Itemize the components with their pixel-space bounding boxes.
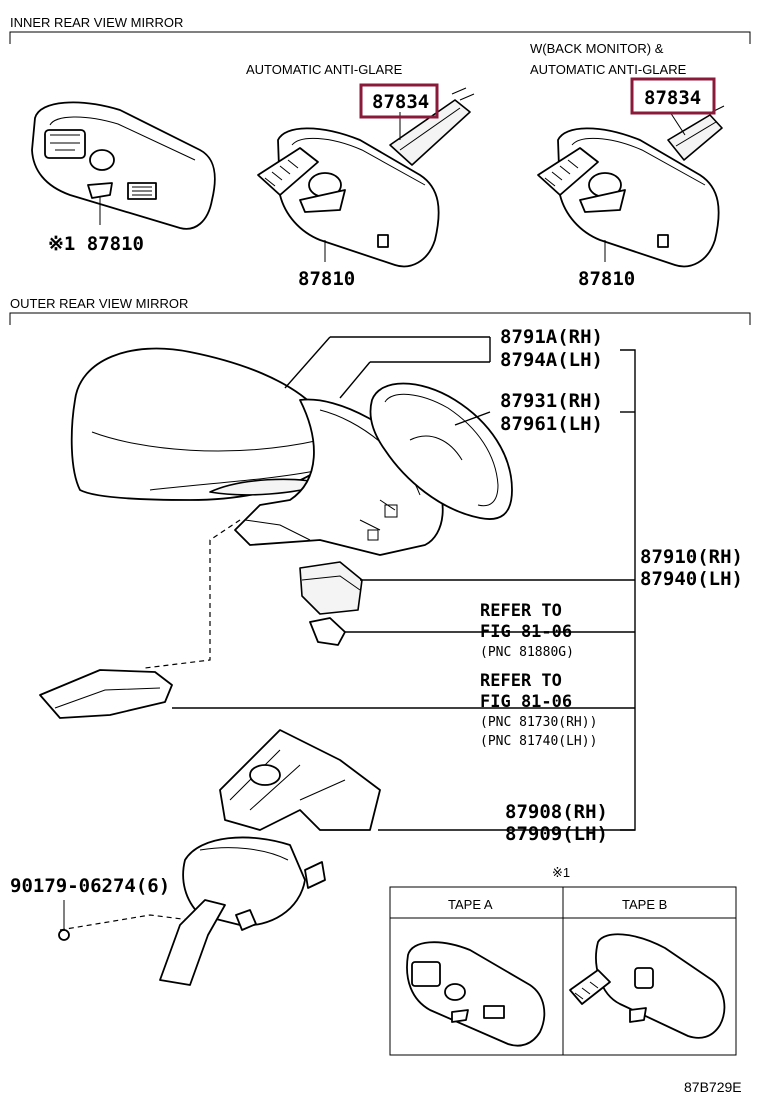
variant-label-back-monitor-2: AUTOMATIC ANTI-GLARE [530,62,687,77]
variant-label-back-monitor-1: W(BACK MONITOR) & [530,41,664,56]
pnc-label-1: (PNC 81880G) [480,645,574,660]
part-number-87834-b: 87834 [644,87,702,109]
part-number-8794a: 8794A(LH) [500,349,603,371]
outer-mirror-bulb [310,618,345,645]
screw-90179 [59,900,69,940]
pnc-label-2-lh: (PNC 81740(LH)) [480,734,598,749]
part-number-87931: 87931(RH) [500,390,603,412]
pnc-label-2-rh: (PNC 81730(RH)) [480,715,598,730]
bracket-assy [620,350,635,830]
part-number-90179-06274: 90179-06274(6) [10,875,171,897]
part-number-87940: 87940(LH) [640,568,743,590]
inner-section-header [10,15,750,44]
inner-mirror-back-monitor [530,41,724,266]
outer-mirror-turn-signal [40,670,172,718]
part-number-87910: 87910(RH) [640,546,743,568]
guide-dashed-line [145,520,240,668]
refer-fig-label-2: FIG 81-06 [480,692,573,712]
refer-fig-label-1: FIG 81-06 [480,622,573,642]
part-number-87961: 87961(LH) [500,413,603,435]
part-number-87810-back-monitor: 87810 [578,268,636,290]
part-number-87908: 87908(RH) [505,801,608,823]
outer-section-title: OUTER REAR VIEW MIRROR [10,296,189,311]
variant-label-anti-glare: AUTOMATIC ANTI-GLARE [246,62,403,77]
inner-mirror-standard [32,102,215,228]
guide-dashed-line-screw [60,915,190,930]
tape-b-label: TAPE B [622,897,668,912]
refer-to-label-1: REFER TO [480,601,562,621]
refer-to-label-2: REFER TO [480,671,562,691]
outer-mirror-base [160,730,380,985]
part-number-87810-anti-glare: 87810 [298,268,356,290]
inner-section-title: INNER REAR VIEW MIRROR [10,15,184,30]
tape-note-box [390,887,736,1055]
outer-mirror-cover [72,349,330,500]
diagram-code: 87B729E [684,1079,742,1095]
outer-section-header [10,296,750,325]
part-number-87834-a: 87834 [372,91,430,113]
part-number-87909: 87909(LH) [505,823,608,845]
note-mark: ※1 [552,865,571,880]
tape-a-label: TAPE A [448,897,493,912]
part-number-87810-standard: ※1 87810 [48,233,144,255]
part-number-8791a: 8791A(RH) [500,326,603,348]
outer-mirror-lamp [300,562,362,614]
